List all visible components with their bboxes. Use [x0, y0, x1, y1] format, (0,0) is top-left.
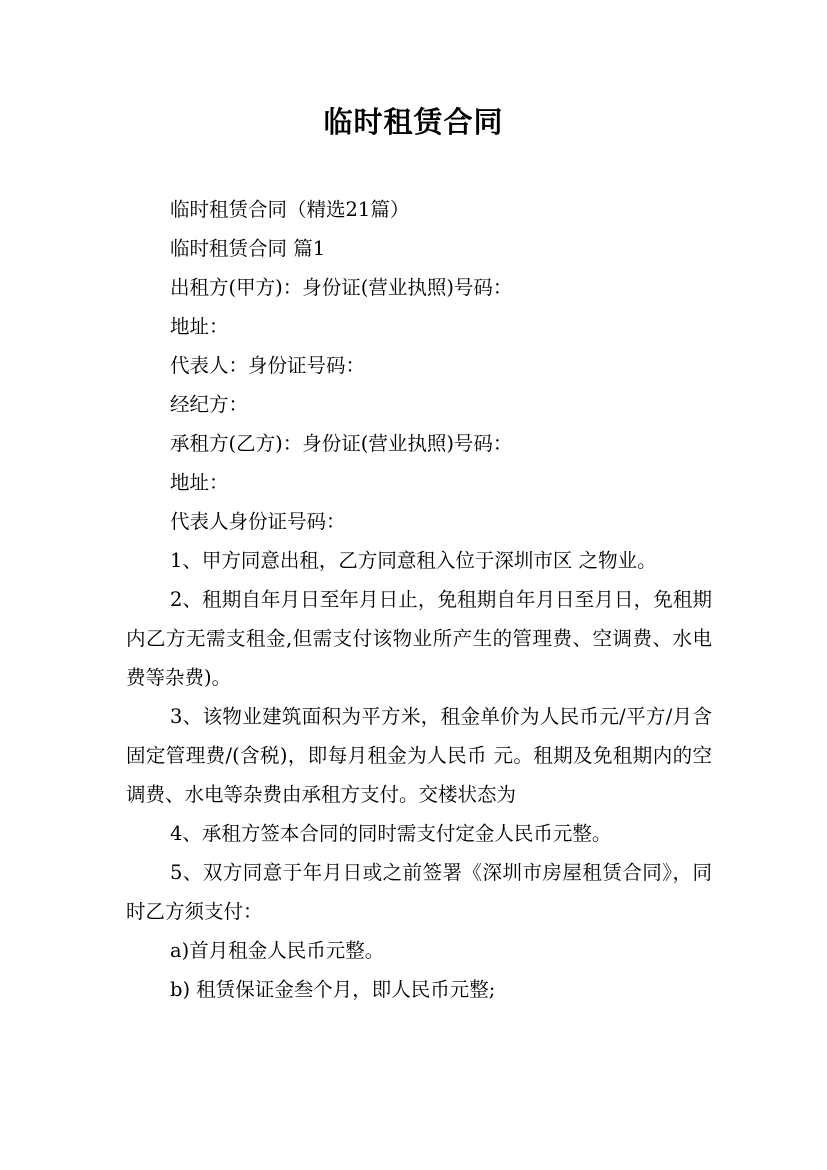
- paragraph-lessor: 出租方(甲方)：身份证(营业执照)号码：: [170, 276, 513, 299]
- paragraph-clause-5b: b) 租赁保证金叁个月，即人民币元整;: [170, 978, 496, 1001]
- paragraph-clause-4: 4、承租方签本合同的同时需支付定金人民币元整。: [170, 822, 612, 845]
- paragraph-clause-5: 5、双方同意于年月日或之前签署《深圳市房屋租赁合同》，同时乙方须支付：: [126, 861, 712, 923]
- paragraph-clause-3: 3、该物业建筑面积为平方米，租金单价为人民币元/平方/月含固定管理费/(含税)，即每月租金为人民币 元。租期及免租期内的空调费、水电等杂费由承租方支付。交楼状态为: [126, 705, 712, 806]
- paragraph-subtitle: 临时租赁合同（精选21篇）: [170, 198, 410, 221]
- document-title: 临时租赁合同: [323, 105, 504, 139]
- paragraph-section-heading: 临时租赁合同 篇1: [170, 237, 326, 260]
- paragraph-clause-5a: a)首月租金人民币元整。: [170, 939, 385, 962]
- paragraph-lessor-address: 地址：: [170, 315, 229, 338]
- paragraph-lessee-representative: 代表人身份证号码：: [170, 510, 346, 533]
- paragraph-agent: 经纪方：: [170, 393, 249, 416]
- paragraph-lessor-representative: 代表人：身份证号码：: [170, 354, 366, 377]
- paragraph-lessee-address: 地址：: [170, 471, 229, 494]
- paragraph-lessee: 承租方(乙方)：身份证(营业执照)号码：: [170, 432, 513, 455]
- document-body: [126, 190, 712, 1009]
- paragraph-clause-2: 2、租期自年月日至年月日止，免租期自年月日至月日，免租期内乙方无需支租金,但需支付该物业所产生的管理费、空调费、水电费等杂费)。: [126, 588, 712, 689]
- paragraph-clause-1: 1、甲方同意出租，乙方同意租入位于深圳市区 之物业。: [170, 549, 657, 572]
